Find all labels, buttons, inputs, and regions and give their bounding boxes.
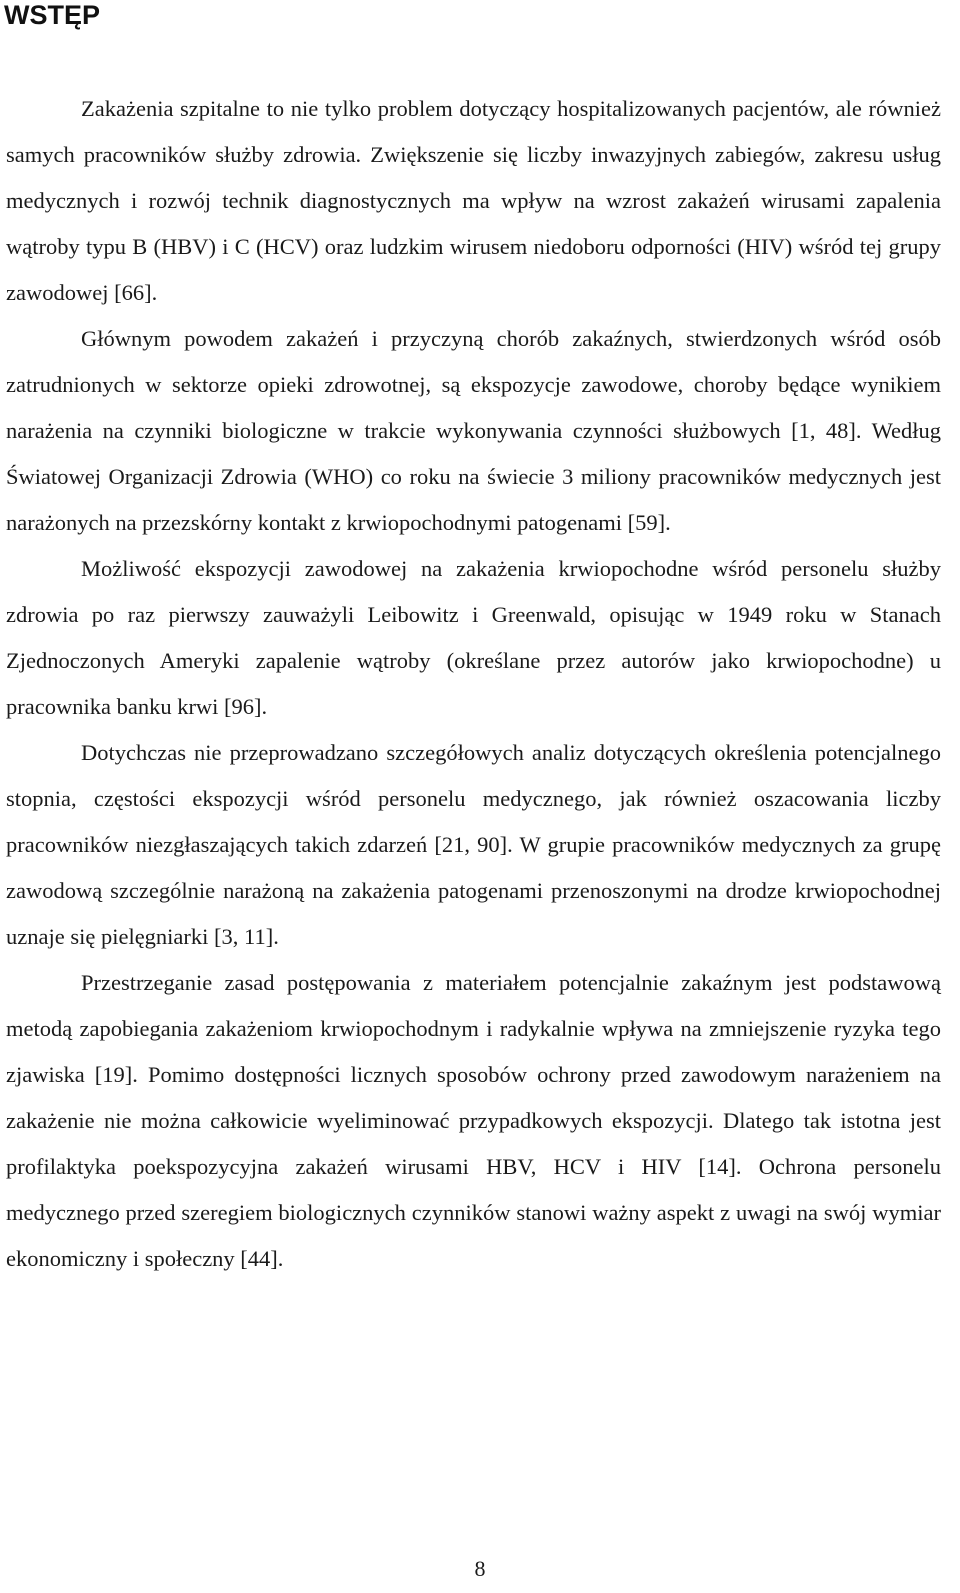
page-number: 8 [474, 1556, 486, 1581]
paragraph-4: Dotychczas nie przeprowadzano szczegółowych analiz dotyczących określenia potencjalnego stopnia, częstości ekspozycji wśród personelu medycznego, jak również oszacowania liczby pracowników niezgłaszających takich zdarzeń [21, 90]. W grupie pracowników medycznych za grupę zawodową szczególnie narażoną na zakażenia patogenami przenoszonymi na drodze krwiopochodnej uznaje się pielęgniarki [3, 11]. [6, 740, 941, 949]
paragraph-2: Głównym powodem zakażeń i przyczyną chorób zakaźnych, stwierdzonych wśród osób zatrudnionych w sektorze opieki zdrowotnej, są ekspozycje zawodowe, choroby będące wynikiem narażenia na czynniki biologiczne w trakcie wykonywania czynności służbowych [1, 48]. Według Światowej Organizacji Zdrowia (WHO) co roku na świecie 3 miliony pracowników medycznych jest narażonych na przezskórny kontakt z krwiopochodnymi patogenami [59]. [6, 326, 941, 535]
section-heading: WSTĘP [4, 0, 101, 30]
paragraph-3: Możliwość ekspozycji zawodowej na zakażenia krwiopochodne wśród personelu służby zdrowia po raz pierwszy zauważyli Leibowitz i Greenwald, opisując w 1949 roku w Stanach Zjednoczonych Ameryki zapalenie wątroby (określane przez autorów jako krwiopochodne) u pracownika banku krwi [96]. [6, 556, 941, 719]
body-text [6, 86, 941, 1282]
paragraph-1: Zakażenia szpitalne to nie tylko problem dotyczący hospitalizowanych pacjentów, ale również samych pracowników służby zdrowia. Zwiększenie się liczby inwazyjnych zabiegów, zakresu usług medycznych i rozwój technik diagnostycznych ma wpływ na wzrost zakażeń wirusami zapalenia wątroby typu B (HBV) i C (HCV) oraz ludzkim wirusem niedoboru odporności (HIV) wśród tej grupy zawodowej [66]. [6, 96, 941, 305]
paragraph-5: Przestrzeganie zasad postępowania z materiałem potencjalnie zakaźnym jest podstawową metodą zapobiegania zakażeniom krwiopochodnym i radykalnie wpływa na zmniejszenie ryzyka tego zjawiska [19]. Pomimo dostępności licznych sposobów ochrony przed zawodowym narażeniem na zakażenie nie można całkowicie wyeliminować przypadkowych ekspozycji. Dlatego tak istotna jest profilaktyka poekspozycyjna zakażeń wirusami HBV, HCV i HIV [14]. Ochrona personelu medycznego przed szeregiem biologicznych czynników stanowi ważny aspekt z uwagi na swój wymiar ekonomiczny i społeczny [44]. [6, 970, 941, 1271]
